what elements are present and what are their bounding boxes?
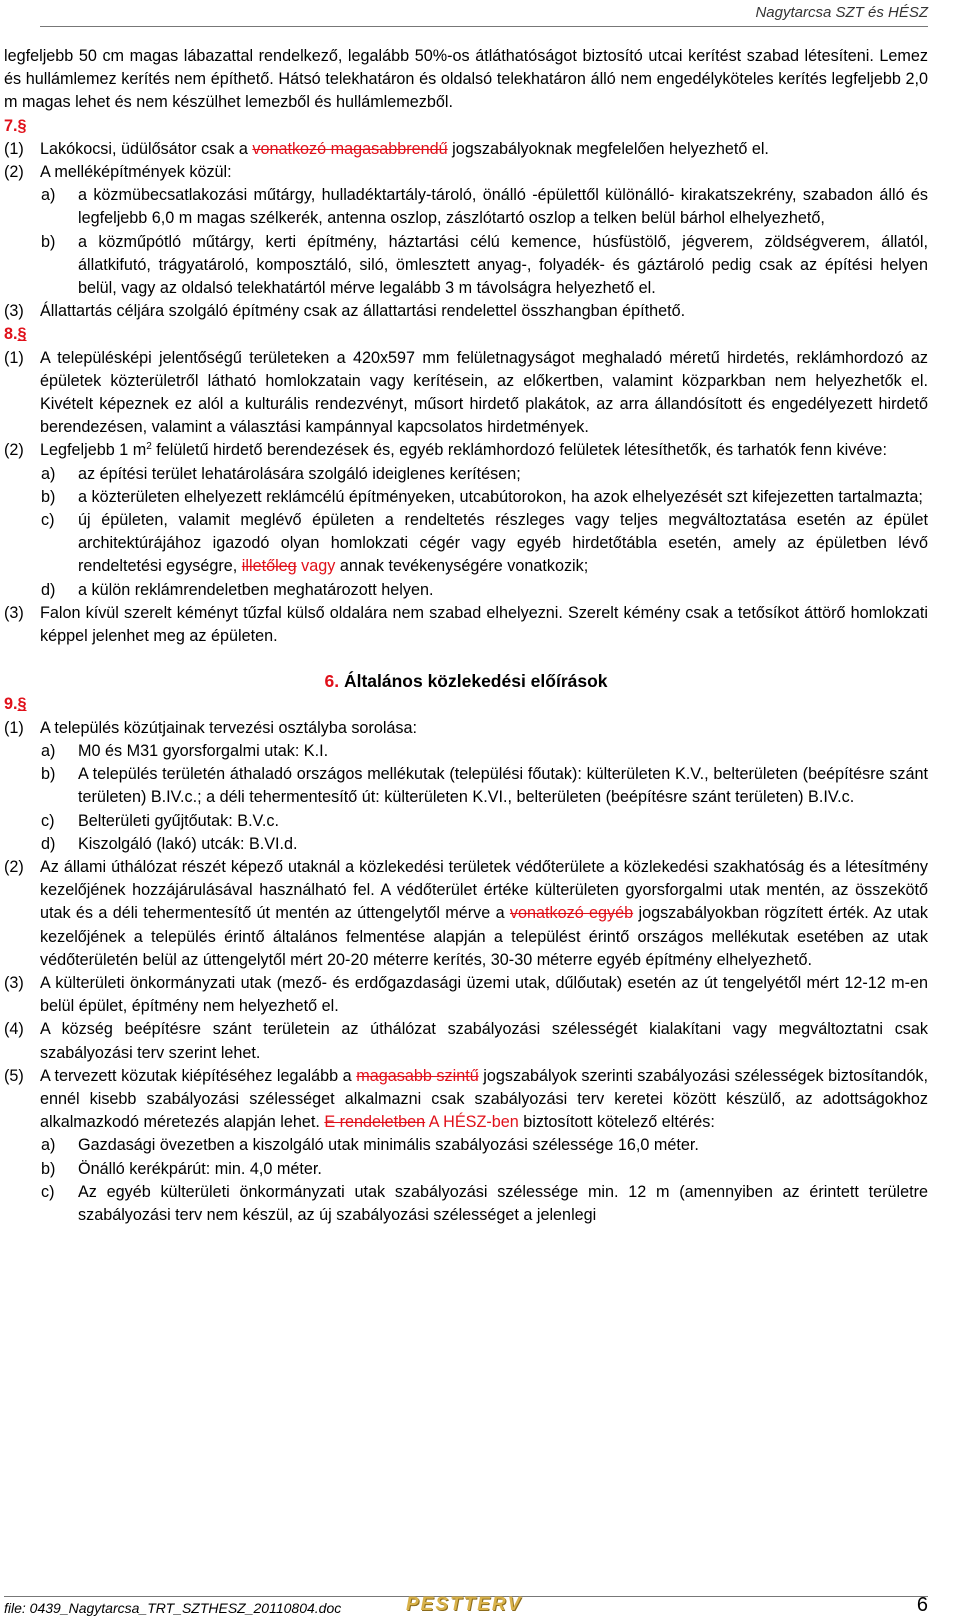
list-item xyxy=(4,184,928,230)
s9-paragraph-1 xyxy=(4,717,928,740)
s9-paragraph-4 xyxy=(4,1018,928,1064)
section-8-heading xyxy=(4,323,928,346)
deleted-text: magasabb szintű xyxy=(356,1066,479,1085)
page-header-title: Nagytarcsa SZT és HÉSZ xyxy=(755,4,928,21)
text: Az állami úthálózat részét képező utaknál a közlekedési területek védőterülete a közlekedési szakhatóság és a létesítmény kezelőjének hozzájárulásával használható fel. A védőterület értéke külterületen gyorsforgalmi utak mentén, az összekötő utak és a déli tehermentesítő út mentén az úttengelytől mérve a xyxy=(40,857,928,923)
list-item xyxy=(4,740,928,763)
list-item xyxy=(4,463,928,486)
item-text: a közterületen elhelyezett reklámcélú építményeken, utcabútorokon, ha azok elhelyezését szt kifejezetten tartalmazta; xyxy=(78,487,923,506)
list-item xyxy=(4,1158,928,1181)
deleted-text: vonatkozó egyéb xyxy=(509,904,634,923)
chapter-number: 6. xyxy=(324,671,340,692)
item-letter: d) xyxy=(41,580,56,599)
list-item xyxy=(4,231,928,301)
text: felületű hirdető berendezések és, egyéb reklámhordozó felületek létesíthetők, és tarhatók fenn kivéve: xyxy=(151,441,887,460)
section-number: 7. xyxy=(4,116,18,135)
deleted-text: E rendeletben xyxy=(324,1113,426,1132)
text: A melléképítmények közül: xyxy=(40,163,232,182)
text: Lakókocsi, üdülősátor csak a xyxy=(40,139,253,158)
list-item xyxy=(4,810,928,833)
text: A külterületi önkormányzati utak (mező- és erdőgazdasági üzemi utak, dűlőutak) esetén az út tengelyétől mért 12-12 m-en belül épület, építmény nem helyezhető el. xyxy=(40,973,928,1016)
text: Állattartás céljára szolgáló építmény csak az állattartási rendelettel összhangban építhető. xyxy=(40,302,686,321)
deleted-text: illetőleg xyxy=(241,557,297,576)
list-item xyxy=(4,486,928,509)
s7-paragraph-1 xyxy=(4,138,928,161)
paragraph-number: (1) xyxy=(4,348,24,367)
text: A tervezett közutak kiépítéséhez legalább a xyxy=(40,1066,357,1085)
s8-paragraph-3 xyxy=(4,602,928,648)
section-9-heading xyxy=(4,693,928,716)
section-number: 8. xyxy=(4,325,18,344)
paragraph-number: (3) xyxy=(4,973,24,992)
s9-paragraph-3 xyxy=(4,972,928,1018)
item-letter: a) xyxy=(41,464,56,483)
item-letter: b) xyxy=(41,232,56,251)
item-text: Önálló kerékpárút: min. 4,0 méter. xyxy=(78,1159,322,1178)
item-letter: c) xyxy=(41,1182,55,1201)
s9-paragraph-2 xyxy=(4,856,928,972)
section-number: 9. xyxy=(4,695,18,714)
item-letter: a) xyxy=(41,1136,56,1155)
section-sign: § xyxy=(17,695,27,714)
item-text: a közmübecsatlakozási műtárgy, hulladéktartály-tároló, önálló -épülettől különálló- kirakatszekrény, szabadon álló és legfeljebb 6,0 m magas szélkerék, antenna oszlop, zászlótartó oszlop a telken belül bárhol elhelyezhető, xyxy=(78,186,928,228)
item-letter: c) xyxy=(41,511,55,530)
item-letter: b) xyxy=(41,487,56,506)
intro-paragraph: legfeljebb 50 cm magas lábazattal rendelkező, legalább 50%-os átláthatóságot biztosító utcai kerítést szabad létesíteni. Lemez és hullámlemez kerítés nem építhető. Hátsó telekhatáron és oldalsó telekhatáron álló nem engedélyköteles kerítés legfeljebb 2,0 m magas lehet és nem készülhet lemezből és hullámlemezből. xyxy=(4,47,928,112)
s7-paragraph-2 xyxy=(4,161,928,184)
item-letter: a) xyxy=(41,741,56,760)
item-letter: c) xyxy=(41,811,55,830)
paragraph-number: (1) xyxy=(4,718,24,737)
document-body xyxy=(4,45,928,1227)
item-text: Kiszolgáló (lakó) utcák: B.VI.d. xyxy=(78,834,298,853)
list-item xyxy=(4,1134,928,1157)
inserted-text: vagy xyxy=(296,557,336,576)
paragraph-number: (4) xyxy=(4,1020,24,1039)
text: Legfeljebb 1 m xyxy=(40,441,147,460)
text: jogszabályokban rögzített érték. Az utak kezelőjének a település érintő általános felmentése alapján a települést érintő országos mellékutak esetében az utak védőterületén belül az úttengelytől mért 20-20 méterre kerítés, 30-30 méterre egyéb építmény elhelyezhető. xyxy=(40,904,928,969)
item-text: új épületen, valamit meglévő épületen a rendeltetés részleges vagy teljes megváltoztatása esetén az épület architektúrájához igazodó olyan homlokzati cégér vagy egyéb hirdetőtábla esetén, amely az épületben lévő rendeltetési egységre, xyxy=(78,511,928,576)
section-sign: § xyxy=(17,325,27,344)
text: jogszabályok szerinti szabályozási szélességek biztosítandók, ennél kisebb szabályozási szélességet alkalmazni csak szabályozási terv keretei között készülő, az adottságokhoz alkalmazkodó méretezés alapján lehet. xyxy=(40,1066,929,1132)
pestterv-logo: PESTTERV xyxy=(406,1594,523,1615)
paragraph-number: (2) xyxy=(4,163,24,182)
paragraph-number: (2) xyxy=(4,441,24,460)
item-text: A település területén áthaladó országos mellékutak (települési főutak): külterületen K.V., belterületen (beépítésre szánt területen) B.IV.c.; a déli tehermentesítő út: külterületen K.VI., belterületen (beépítésre szánt területen) B.IV.c. xyxy=(78,765,928,807)
list-item xyxy=(4,833,928,856)
text: A településképi jelentőségű területeken a 420x597 mm felületnagyságot meghaladó méretű hirdetés, reklámhordozó az épületek közterületről látható homlokzatain vagy kerítésein, az előkertben, valamint közparkban nem helyezhetők el. Kivételt képeznek ez alól a kulturális rendezvényt, műsort hirdető plakátok, az arra állandósított és engedélyezett hirdető berendezésen, valamint a választási kampánnyal kapcsolatos hirdetmények. xyxy=(40,348,928,437)
list-item xyxy=(4,1181,928,1227)
paragraph-number: (3) xyxy=(4,302,24,321)
s7-paragraph-3 xyxy=(4,300,928,323)
paragraph-number: (2) xyxy=(4,857,24,876)
list-item xyxy=(4,763,928,809)
text: Falon kívül szerelt kéményt tűzfal külső oldalára nem szabad elhelyezni. Szerelt kémény csak a tetősíkot áttörő homlokzati képpel jelenhet meg az épületen. xyxy=(40,603,928,646)
list-item xyxy=(4,579,928,602)
s9-paragraph-5 xyxy=(4,1065,928,1135)
text: A település közútjainak tervezési osztályba sorolása: xyxy=(40,718,418,737)
text: biztosított kötelező eltérés: xyxy=(518,1113,715,1132)
item-letter: d) xyxy=(41,834,56,853)
list-item xyxy=(4,509,928,579)
item-letter: a) xyxy=(41,186,56,205)
section-7-heading xyxy=(4,115,928,138)
item-letter: b) xyxy=(41,1159,56,1178)
chapter-title: Általános közlekedési előírások xyxy=(339,671,608,692)
inserted-text: A HÉSZ-ben xyxy=(425,1113,519,1132)
page-number: 6 xyxy=(916,1594,928,1616)
item-letter: b) xyxy=(41,765,56,784)
paragraph-number: (1) xyxy=(4,139,24,158)
s8-paragraph-1 xyxy=(4,347,928,440)
item-text: Az egyéb külterületi önkormányzati utak szabályozási szélessége min. 12 m (amennyiben az érintett területre szabályozási terv nem készül, az új szabályozási szélességet a jelenlegi xyxy=(78,1182,928,1224)
item-text: Belterületi gyűjtőutak: B.V.c. xyxy=(78,811,279,830)
item-text: annak tevékenységére vonatkozik; xyxy=(335,557,589,576)
item-text: az építési terület lehatárolására szolgáló ideiglenes kerítésen; xyxy=(78,464,521,483)
paragraph-number: (5) xyxy=(4,1066,24,1085)
deleted-text: vonatkozó magasabbrendű xyxy=(252,139,448,158)
item-text: M0 és M31 gyorsforgalmi utak: K.I. xyxy=(78,741,329,760)
header-rule xyxy=(40,26,928,27)
paragraph-number: (3) xyxy=(4,603,24,622)
section-sign: § xyxy=(17,116,27,135)
footer-filename: file: 0439_Nagytarcsa_TRT_SZTHESZ_20110804.doc xyxy=(4,1600,342,1616)
s8-paragraph-2 xyxy=(4,439,928,462)
item-text: Gazdasági övezetben a kiszolgáló utak minimális szabályozási szélessége 16,0 méter. xyxy=(78,1136,699,1155)
item-text: a közműpótló műtárgy, kerti építmény, háztartási célú kemence, húsfüstölő, jégverem, zöldségverem, állatól, állatkifutó, trágyatároló, komposztáló, siló, ömlesztett anyag-, folyadék- és gáztároló pedig csak az építési helyen belül, vagy az oldalsó telekhatártól mérve legalább 3 m távolságra helyezhető el. xyxy=(78,232,928,298)
chapter-heading xyxy=(4,670,928,693)
text: jogszabályoknak megfelelően helyezhető el. xyxy=(447,139,769,158)
item-text: a külön reklámrendeletben meghatározott helyen. xyxy=(78,580,434,599)
superscript: 2 xyxy=(146,441,152,453)
text: A község beépítésre szánt területein az úthálózat szabályozási szélességét kialakítani vagy megváltoztatni csak szabályozási terv szerint lehet. xyxy=(40,1020,928,1062)
